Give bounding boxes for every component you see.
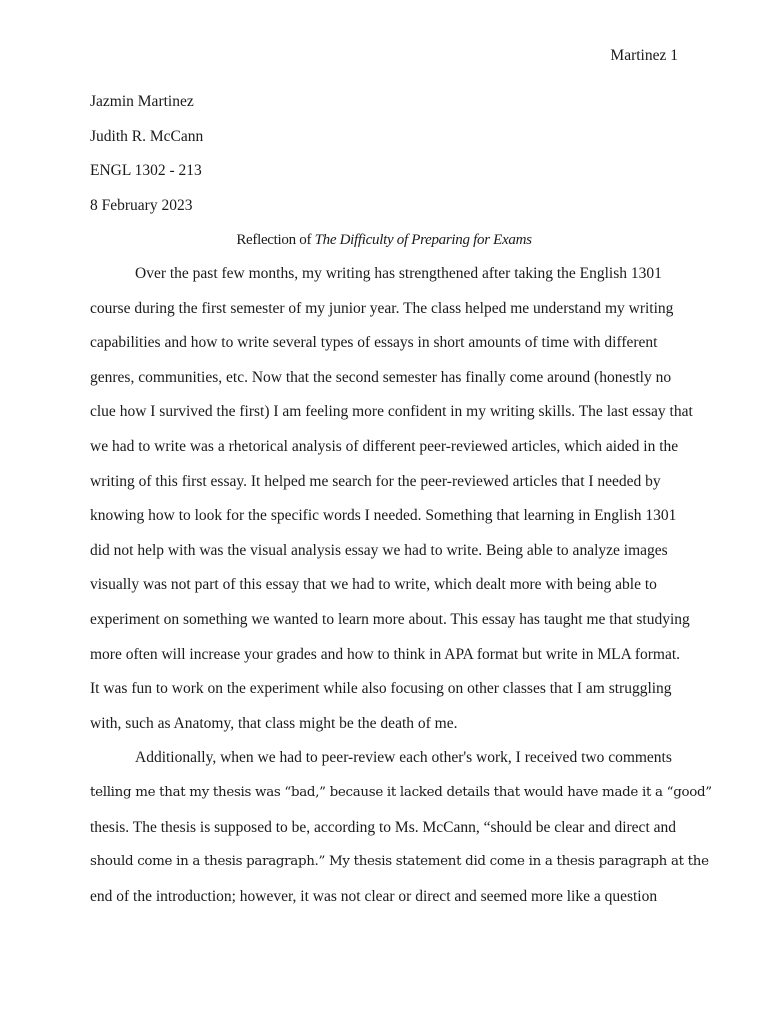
- paragraph-2-line: telling me that my thesis was “bad,” because it lacked details that would have made it a “good”: [90, 784, 712, 800]
- paragraph-2-line: end of the introduction; however, it was not clear or direct and seemed more like a question: [90, 887, 658, 905]
- paragraph-1-line: more often will increase your grades and how to think in APA format but write in MLA format.: [90, 645, 681, 663]
- paragraph-1-line: with, such as Anatomy, that class might be the death of me.: [90, 714, 458, 732]
- student-name: Jazmin Martinez: [90, 93, 194, 110]
- paragraph-1-line: experiment on something we wanted to learn more about. This essay has taught me that studying: [90, 610, 690, 628]
- paragraph-1-line: genres, communities, etc. Now that the second semester has finally come around (honestly no: [90, 368, 672, 386]
- date: 8 February 2023: [90, 196, 193, 214]
- paragraph-1-line: clue how I survived the first) I am feeling more confident in my writing skills. The last essay that: [90, 403, 693, 421]
- paragraph-1-line: did not help with was the visual analysis essay we had to write. Being able to analyze images: [90, 541, 668, 559]
- paragraph-1-line: we had to write was a rhetorical analysis of different peer-reviewed articles, which aided in the: [90, 437, 679, 455]
- essay-title: [0, 230, 768, 250]
- paragraph-2-line: thesis. The thesis is supposed to be, according to Ms. McCann, “should be clear and direct and: [90, 818, 677, 836]
- essay-body: [90, 264, 712, 921]
- paragraph-1-line: course during the first semester of my junior year. The class helped me understand my writing: [90, 299, 674, 317]
- title-prefix: Reflection of: [236, 232, 315, 248]
- running-head: Martinez 1: [610, 47, 678, 64]
- instructor-name: Judith R. McCann: [90, 127, 204, 145]
- paragraph-2-line: Additionally, when we had to peer-review each other's work, I received two comments: [135, 749, 672, 767]
- title-italic: The Difficulty of Preparing for Exams: [314, 232, 532, 248]
- paragraph-2-line: should come in a thesis paragraph.” My thesis statement did come in a thesis paragraph at the: [90, 854, 709, 870]
- course-name: ENGL 1302 - 213: [90, 162, 202, 180]
- paragraph-1-line: visually was not part of this essay that we had to write, which dealt more with being able to: [90, 576, 657, 594]
- paragraph-1-line: Over the past few months, my writing has strengthened after taking the English 1301: [135, 265, 662, 282]
- paragraph-1-line: It was fun to work on the experiment while also focusing on other classes that I am struggling: [90, 680, 672, 698]
- mla-heading: [90, 92, 203, 230]
- paragraph-1-line: capabilities and how to write several types of essays in short amounts of time with different: [90, 334, 658, 352]
- paragraph-1-line: writing of this first essay. It helped me search for the peer-reviewed articles that I needed by: [90, 472, 661, 490]
- paragraph-1-line: knowing how to look for the specific words I needed. Something that learning in English 1301: [90, 507, 677, 525]
